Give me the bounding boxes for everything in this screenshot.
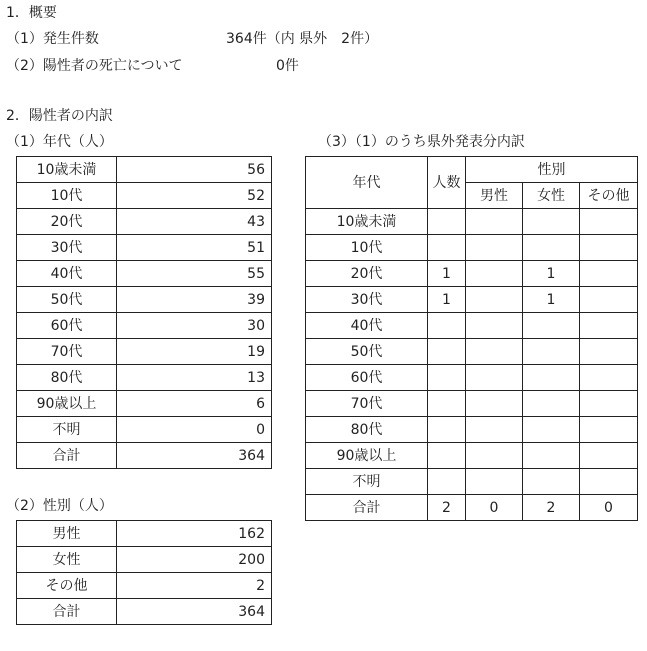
table-row (17, 339, 272, 365)
outside-table (305, 156, 638, 521)
other-cell (580, 235, 638, 261)
table-row (17, 573, 272, 599)
table-row (17, 313, 272, 339)
age-value: 52 (117, 183, 272, 209)
male-cell (466, 313, 523, 339)
male-cell (466, 339, 523, 365)
age-value: 51 (117, 235, 272, 261)
age-label: 80代 (17, 365, 117, 391)
gender-table-title: （2）性別（人） (6, 498, 113, 514)
table-row (306, 417, 638, 443)
age-value: 56 (117, 157, 272, 183)
table-row (17, 521, 272, 547)
row-label: 10代 (306, 235, 428, 261)
other-cell: 0 (580, 495, 638, 521)
gender-value: 200 (117, 547, 272, 573)
age-label: 10代 (17, 183, 117, 209)
table-row (17, 261, 272, 287)
gender-table (16, 520, 272, 625)
table-row (306, 391, 638, 417)
row-label: 20代 (306, 261, 428, 287)
age-label: 10歳未満 (17, 157, 117, 183)
age-value: 55 (117, 261, 272, 287)
age-label: 60代 (17, 313, 117, 339)
table-row (306, 313, 638, 339)
table-row (17, 547, 272, 573)
gender-value: 162 (117, 521, 272, 547)
case-count-label: （1）発生件数 (6, 31, 99, 47)
table-row (306, 339, 638, 365)
other-cell (580, 313, 638, 339)
table-row (17, 365, 272, 391)
male-cell (466, 235, 523, 261)
count-cell: 1 (428, 261, 466, 287)
other-cell (580, 443, 638, 469)
other-cell (580, 391, 638, 417)
count-cell (428, 391, 466, 417)
age-table-title: （1）年代（人） (6, 134, 113, 150)
age-label: 不明 (17, 417, 117, 443)
count-cell (428, 443, 466, 469)
age-label: 70代 (17, 339, 117, 365)
table-row (17, 417, 272, 443)
count-cell (428, 365, 466, 391)
table-row (17, 235, 272, 261)
other-cell (580, 209, 638, 235)
age-table (16, 156, 272, 469)
table-row (306, 365, 638, 391)
female-cell: 1 (523, 287, 580, 313)
male-cell: 0 (466, 495, 523, 521)
case-count-value: 364件（内 県外 2件） (226, 31, 379, 47)
row-label: 70代 (306, 391, 428, 417)
male-cell (466, 391, 523, 417)
other-cell (580, 417, 638, 443)
table-row (17, 287, 272, 313)
col-header-male: 男性 (466, 183, 523, 209)
gender-label: その他 (17, 573, 117, 599)
outside-table-title: （3）（1）のうち県外発表分内訳 (318, 134, 525, 150)
age-value: 43 (117, 209, 272, 235)
female-cell: 2 (523, 495, 580, 521)
male-cell (466, 417, 523, 443)
table-row (17, 157, 272, 183)
other-cell (580, 261, 638, 287)
row-label: 80代 (306, 417, 428, 443)
header-row (306, 157, 638, 183)
other-cell (580, 469, 638, 495)
female-cell (523, 417, 580, 443)
gender-label: 合計 (17, 599, 117, 625)
count-cell (428, 339, 466, 365)
col-header-count: 人数 (428, 157, 466, 209)
male-cell (466, 365, 523, 391)
other-cell (580, 365, 638, 391)
table-row (306, 261, 638, 287)
female-cell (523, 469, 580, 495)
col-header-other: その他 (580, 183, 638, 209)
death-count-label: （2）陽性者の死亡について (6, 58, 183, 74)
table-row (306, 469, 638, 495)
count-cell (428, 235, 466, 261)
overview-heading: 1．概要 (6, 5, 57, 21)
male-cell (466, 443, 523, 469)
female-cell (523, 339, 580, 365)
other-cell (580, 287, 638, 313)
female-cell (523, 313, 580, 339)
row-label: 10歳未満 (306, 209, 428, 235)
age-value: 364 (117, 443, 272, 469)
table-row (17, 391, 272, 417)
age-value: 19 (117, 339, 272, 365)
count-cell (428, 313, 466, 339)
age-value: 6 (117, 391, 272, 417)
age-label: 30代 (17, 235, 117, 261)
female-cell (523, 391, 580, 417)
col-header-age: 年代 (306, 157, 428, 209)
age-label: 20代 (17, 209, 117, 235)
age-value: 39 (117, 287, 272, 313)
gender-label: 男性 (17, 521, 117, 547)
table-row (306, 495, 638, 521)
age-label: 合計 (17, 443, 117, 469)
female-cell (523, 365, 580, 391)
age-value: 30 (117, 313, 272, 339)
age-value: 0 (117, 417, 272, 443)
col-header-gender: 性別 (466, 157, 638, 183)
age-label: 40代 (17, 261, 117, 287)
female-cell: 1 (523, 261, 580, 287)
breakdown-heading: 2．陽性者の内訳 (6, 108, 113, 124)
female-cell (523, 235, 580, 261)
male-cell (466, 261, 523, 287)
female-cell (523, 209, 580, 235)
age-label: 50代 (17, 287, 117, 313)
table-row (306, 287, 638, 313)
count-cell (428, 417, 466, 443)
row-label: 合計 (306, 495, 428, 521)
gender-value: 2 (117, 573, 272, 599)
other-cell (580, 339, 638, 365)
table-row (17, 209, 272, 235)
gender-label: 女性 (17, 547, 117, 573)
count-cell: 2 (428, 495, 466, 521)
row-label: 50代 (306, 339, 428, 365)
male-cell (466, 287, 523, 313)
gender-value: 364 (117, 599, 272, 625)
death-count-value: 0件 (276, 58, 299, 74)
female-cell (523, 443, 580, 469)
table-row (306, 443, 638, 469)
male-cell (466, 469, 523, 495)
col-header-female: 女性 (523, 183, 580, 209)
table-row (306, 235, 638, 261)
table-row (17, 599, 272, 625)
row-label: 40代 (306, 313, 428, 339)
row-label: 60代 (306, 365, 428, 391)
table-row (306, 209, 638, 235)
row-label: 90歳以上 (306, 443, 428, 469)
age-value: 13 (117, 365, 272, 391)
age-label: 90歳以上 (17, 391, 117, 417)
table-row (17, 183, 272, 209)
row-label: 不明 (306, 469, 428, 495)
count-cell (428, 209, 466, 235)
male-cell (466, 209, 523, 235)
count-cell: 1 (428, 287, 466, 313)
count-cell (428, 469, 466, 495)
table-row (17, 443, 272, 469)
row-label: 30代 (306, 287, 428, 313)
